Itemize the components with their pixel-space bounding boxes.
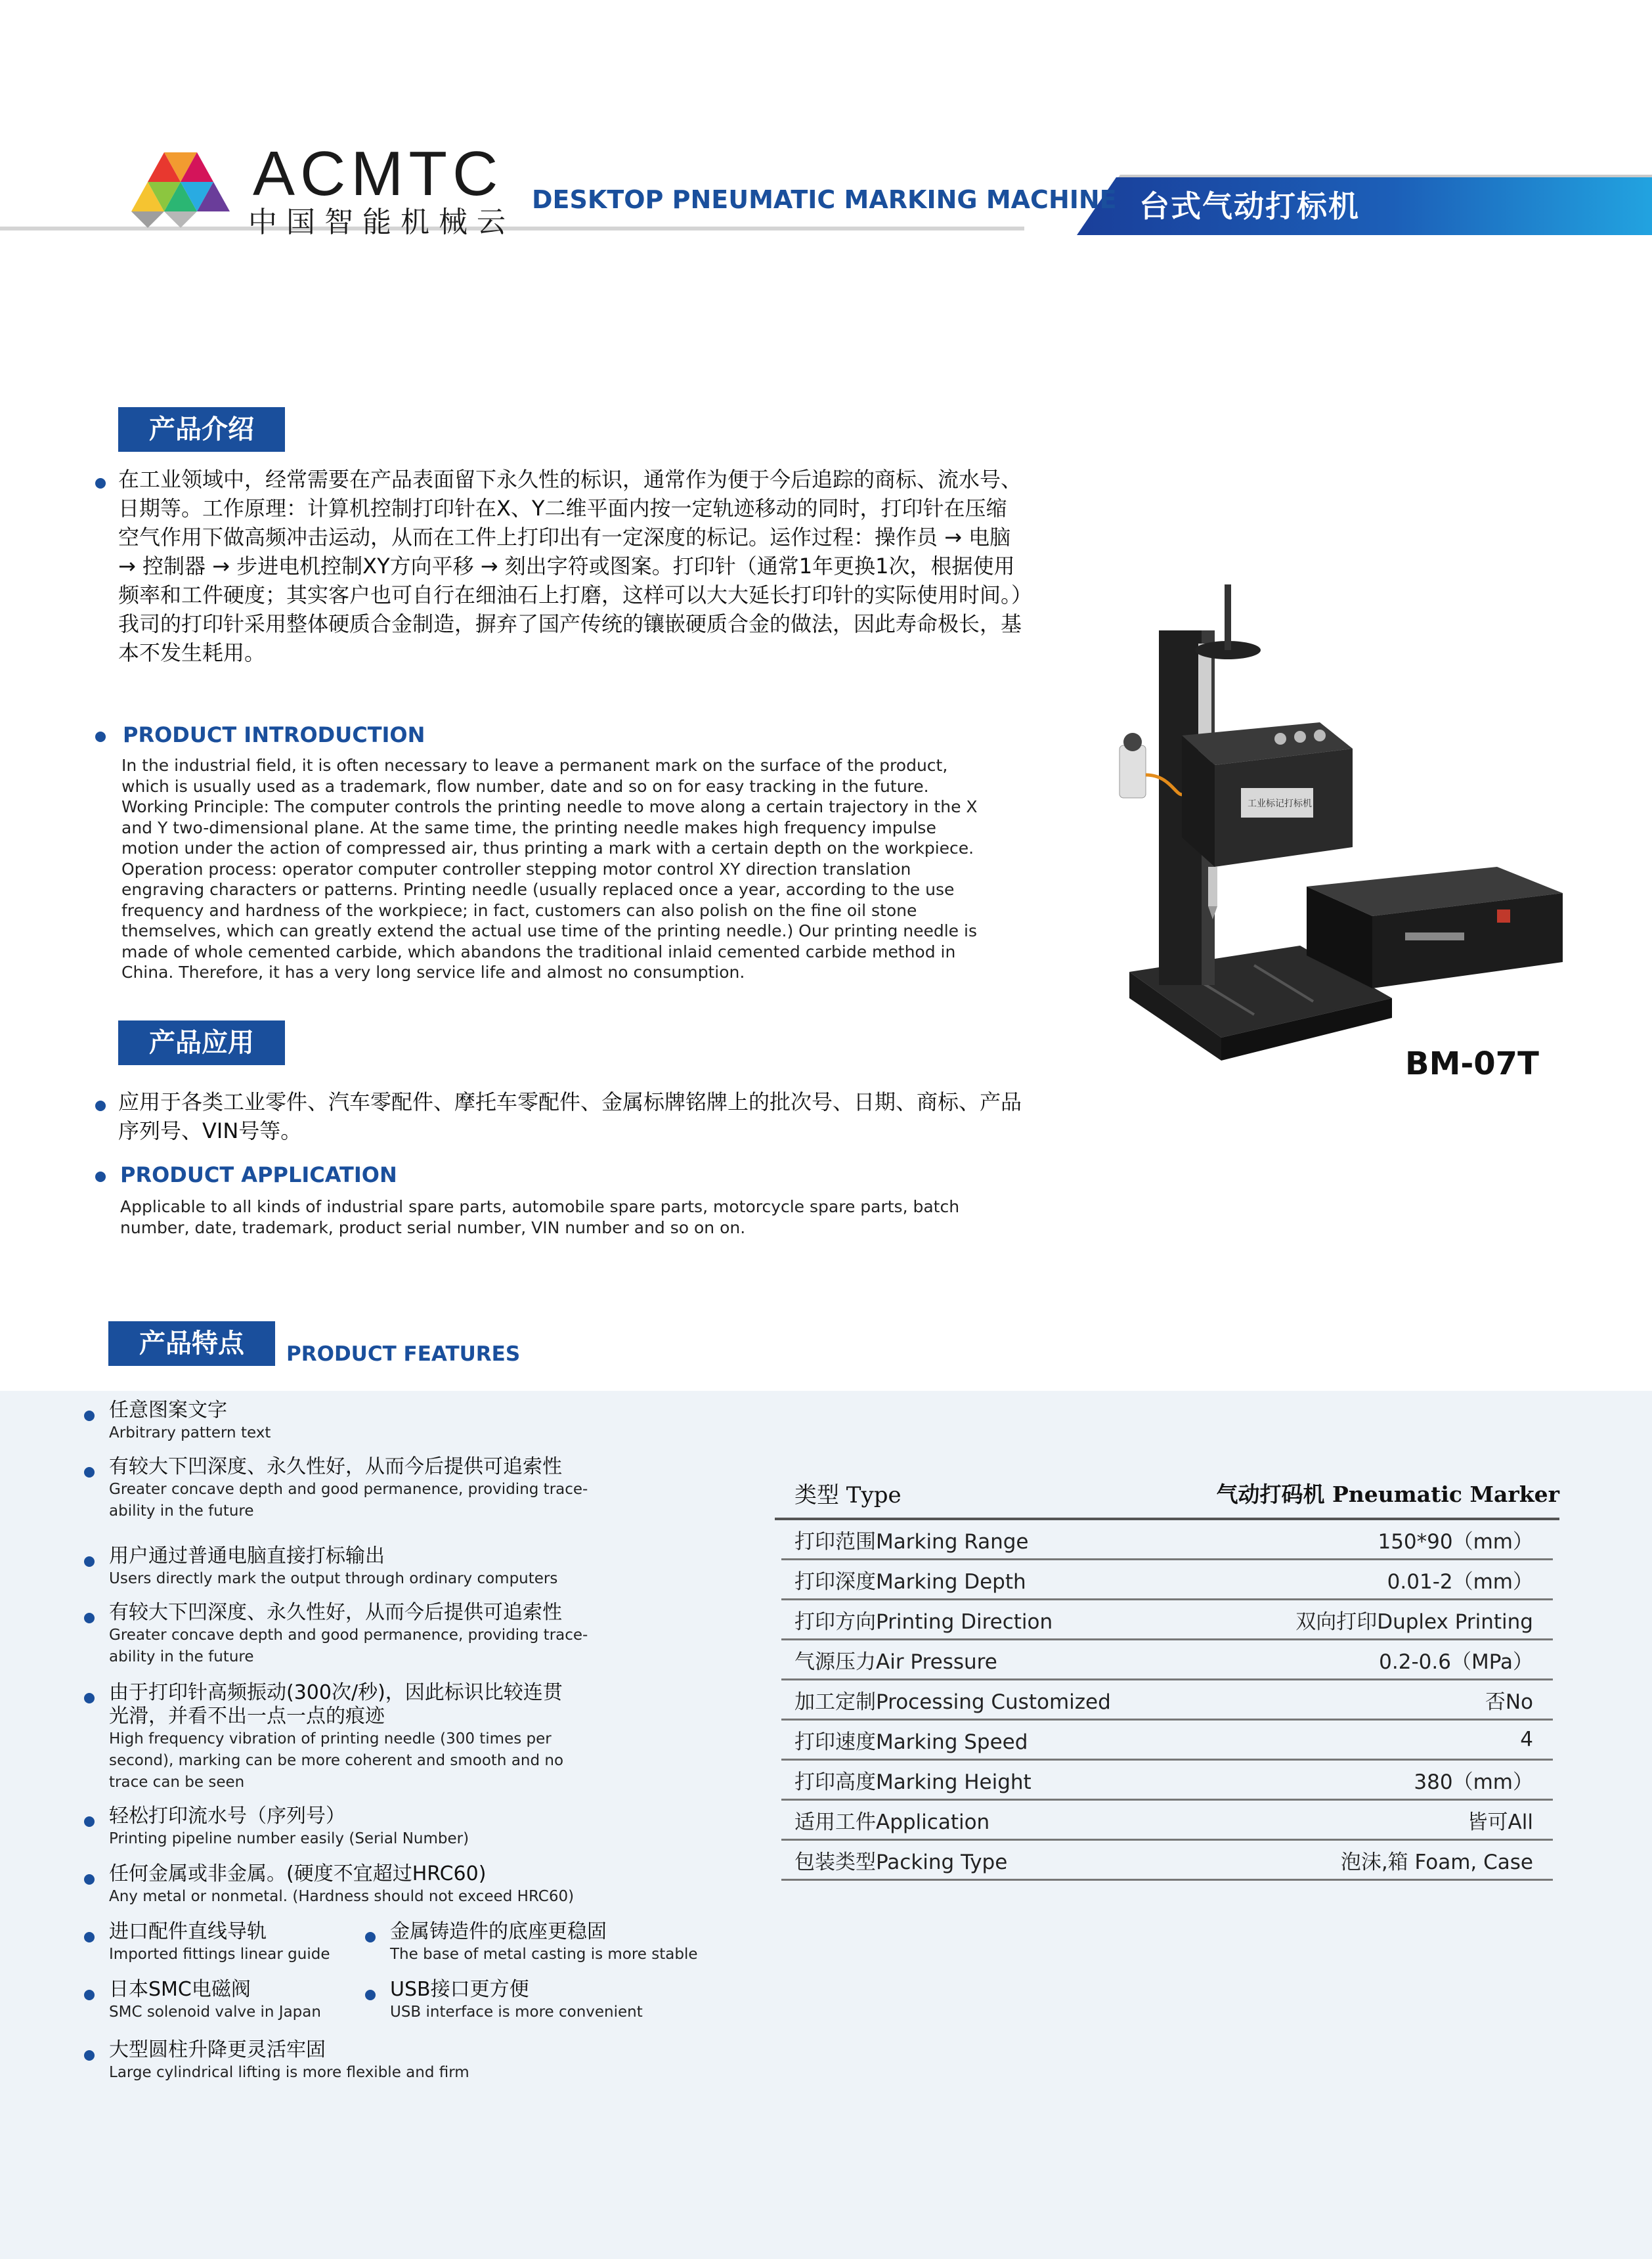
spec-value: 双向打印Duplex Printing bbox=[1295, 1610, 1533, 1634]
feature-item bbox=[109, 1681, 582, 1793]
bullet-dot bbox=[84, 1556, 95, 1567]
spec-table-header bbox=[775, 1468, 1559, 1520]
bullet-dot bbox=[84, 2050, 95, 2061]
spec-row bbox=[781, 1761, 1553, 1801]
feature-cn: 任何金属或非金属。(硬度不宜超过HRC60) bbox=[109, 1862, 487, 1885]
spec-label: 打印速度Marking Speed bbox=[794, 1730, 1028, 1754]
feature-en: USB interface is more convenient bbox=[390, 2004, 643, 2021]
application-cn-text: 应用于各类工业零件、汽车零配件、摩托车零配件、金属标牌铭牌上的批次号、日期、商标、产品序列号、VIN号等。 bbox=[118, 1089, 1022, 1143]
spec-row bbox=[781, 1680, 1553, 1721]
spec-label: 气源压力Air Pressure bbox=[794, 1650, 997, 1674]
feature-cn: 由于打印针高频振动(300次/秒)，因此标识比较连贯光滑，并看不出一点一点的痕迹 bbox=[109, 1681, 563, 1728]
feature-item bbox=[109, 1399, 634, 1444]
feature-en: Arbitrary pattern text bbox=[109, 1424, 271, 1441]
spec-value: 0.2-0.6（MPa） bbox=[1379, 1650, 1533, 1674]
bullet-dot bbox=[95, 1172, 106, 1182]
application-tag: 产品应用 bbox=[118, 1020, 285, 1065]
feature-item bbox=[109, 2038, 700, 2084]
spec-value: 0.01-2（mm） bbox=[1387, 1569, 1533, 1594]
feature-cn: USB接口更方便 bbox=[390, 1978, 529, 2001]
spec-label: 打印范围Marking Range bbox=[794, 1529, 1029, 1554]
bullet-dot bbox=[365, 1932, 376, 1942]
bullet-dot bbox=[84, 1613, 95, 1623]
bullet-dot bbox=[84, 1411, 95, 1421]
bullet-dot bbox=[95, 732, 106, 742]
feature-item bbox=[109, 1455, 598, 1522]
feature-cn: 有较大下凹深度、永久性好，从而今后提供可追索性 bbox=[109, 1601, 562, 1624]
bullet-dot bbox=[84, 1816, 95, 1827]
logo-subtitle: 中国智能机械云 bbox=[248, 206, 515, 239]
spec-row bbox=[781, 1801, 1553, 1841]
feature-cn: 轻松打印流水号（序列号） bbox=[109, 1805, 345, 1828]
spec-label: 打印深度Marking Depth bbox=[794, 1569, 1026, 1594]
intro-cn-text: 在工业领域中，经常需要在产品表面留下永久性的标识，通常作为便于今后追踪的商标、流水号、日期等。工作原理：计算机控制打印针在X、Y二维平面内按一定轨迹移动的同时，打印针在压缩空气作用下做高频冲击运动，从而在工件上打印出有一定深度的标记。运作过程：操作员 → 电脑 → 控制器 → 步进电机控制XY方向平移 → 刻出字符或图案。打印针（通常1年更换1次，根据使用频率和工件硬度；其实客户也可自行在细油石上打磨，这样可以大大延长打印针的实际使用时间。）我司的打印针采用整体硬质合金制造，摒弃了国产传统的镶嵌硬质合金的做法，因此寿命极长，基本不发生耗用。 bbox=[118, 467, 1022, 665]
spec-row bbox=[781, 1520, 1553, 1560]
bullet-dot bbox=[84, 1874, 95, 1885]
spec-header-value: 气动打码机 Pneumatic Marker bbox=[1216, 1481, 1559, 1507]
model-number: BM-07T bbox=[1405, 1045, 1539, 1082]
bullet-dot bbox=[84, 1693, 95, 1703]
spec-header-label: 类型 Type bbox=[794, 1481, 902, 1508]
spec-row bbox=[781, 1841, 1553, 1881]
spec-label: 包装类型Packing Type bbox=[794, 1850, 1008, 1874]
spec-label: 打印方向Printing Direction bbox=[794, 1610, 1053, 1634]
feature-cn: 金属铸造件的底座更稳固 bbox=[390, 1920, 607, 1943]
features-tag: 产品特点 bbox=[108, 1321, 275, 1366]
bullet-dot bbox=[95, 478, 106, 489]
spec-value: 否No bbox=[1485, 1690, 1533, 1714]
machine-plate-label: 工业标记打标机 bbox=[1248, 799, 1312, 809]
spec-table bbox=[775, 1468, 1559, 1881]
acmtc-logo-icon bbox=[125, 146, 236, 231]
spec-value: 4 bbox=[1520, 1728, 1533, 1751]
feature-en: The base of metal casting is more stable bbox=[390, 1946, 698, 1963]
feature-item bbox=[109, 1805, 700, 1850]
feature-cn: 用户通过普通电脑直接打标输出 bbox=[109, 1545, 385, 1568]
feature-en: High frequency vibration of printing needle (300 times per second), marking can be more coherent and smooth and no trace can be seen bbox=[109, 1730, 564, 1791]
feature-item bbox=[109, 1978, 372, 2023]
feature-en: Greater concave depth and good permanence, providing trace-ability in the future bbox=[109, 1481, 588, 1520]
page-title-cn: 台式气动打标机 bbox=[1139, 188, 1360, 224]
feature-item bbox=[390, 1920, 784, 1965]
spec-value: 皆可All bbox=[1467, 1810, 1533, 1834]
feature-cn: 进口配件直线导轨 bbox=[109, 1920, 267, 1943]
spec-value: 380（mm） bbox=[1414, 1770, 1533, 1794]
feature-item bbox=[109, 1545, 700, 1590]
spec-row bbox=[781, 1600, 1553, 1640]
feature-cn: 大型圆柱升降更灵活牢固 bbox=[109, 2038, 326, 2061]
spec-value: 150*90（mm） bbox=[1378, 1529, 1533, 1554]
spec-row bbox=[781, 1721, 1553, 1761]
feature-en: Printing pipeline number easily (Serial Number) bbox=[109, 1830, 469, 1847]
feature-cn: 有较大下凹深度、永久性好，从而今后提供可追索性 bbox=[109, 1455, 562, 1478]
bullet-dot bbox=[84, 1990, 95, 2000]
feature-item bbox=[390, 1978, 784, 2023]
feature-item bbox=[109, 1862, 700, 1908]
feature-item bbox=[109, 1601, 598, 1668]
spec-value: 泡沫,箱 Foam, Case bbox=[1340, 1850, 1533, 1874]
features-heading-en: PRODUCT FEATURES bbox=[286, 1342, 521, 1366]
feature-en: Any metal or nonmetal. (Hardness should not exceed HRC60) bbox=[109, 1888, 575, 1905]
feature-en: Greater concave depth and good permanence, providing trace-ability in the future bbox=[109, 1627, 588, 1665]
page-title-en: DESKTOP PNEUMATIC MARKING MACHINE bbox=[532, 185, 1117, 214]
spec-label: 加工定制Processing Customized bbox=[794, 1690, 1111, 1714]
feature-en: Imported fittings linear guide bbox=[109, 1946, 330, 1963]
logo-wordmark: ACMTC bbox=[253, 139, 504, 209]
spec-row bbox=[781, 1560, 1553, 1600]
spec-label: 适用工件Application bbox=[794, 1810, 990, 1834]
intro-en-text: In the industrial field, it is often necessary to leave a permanent mark on the surface of the product, which is usually used as a trademark, flow number, date and so on for easy tracking in the future. Working Principle: The computer controls the printing needle to move along a certain trajectory in the X and Y two-dimensional plane. At the same time, the printing needle makes high frequency impulse motion under the action of compressed air, thus printing a mark with a certain depth on the workpiece. Operation process: operator computer controller stepping motor control XY direction translation engraving characters or patterns. Printing needle (usually replaced once a year, according to the use frequency and hardness of the workpiece; in fact, customers can also polish on the fine oil stone themselves, which can greatly extend the actual use time of the printing needle.) Our printing needle is made of whole cemented carbide, which abandons the traditional inlaid cemented carbide method in China. Therefore, it has a very long service life and almost no consumption. bbox=[121, 756, 978, 982]
application-en-heading: PRODUCT APPLICATION bbox=[120, 1162, 397, 1187]
feature-en: SMC solenoid valve in Japan bbox=[109, 2004, 321, 2021]
feature-en: Users directly mark the output through ordinary computers bbox=[109, 1570, 558, 1587]
feature-item bbox=[109, 1920, 372, 1965]
feature-en: Large cylindrical lifting is more flexible and firm bbox=[109, 2064, 469, 2081]
feature-cn: 日本SMC电磁阀 bbox=[109, 1978, 251, 2001]
marking-machine-photo bbox=[1103, 578, 1576, 1077]
spec-label: 打印高度Marking Height bbox=[794, 1770, 1032, 1794]
bullet-dot bbox=[84, 1467, 95, 1478]
intro-en-heading: PRODUCT INTRODUCTION bbox=[123, 722, 425, 747]
bullet-dot bbox=[84, 1932, 95, 1942]
bullet-dot bbox=[95, 1101, 106, 1111]
feature-cn: 任意图案文字 bbox=[109, 1399, 227, 1422]
application-en-text: Applicable to all kinds of industrial spare parts, automobile spare parts, motorcycle spare parts, batch number, date, trademark, product serial number, VIN number and so on on. bbox=[120, 1197, 960, 1237]
spec-row bbox=[781, 1640, 1553, 1680]
intro-tag: 产品介绍 bbox=[118, 407, 285, 452]
bullet-dot bbox=[365, 1990, 376, 2000]
